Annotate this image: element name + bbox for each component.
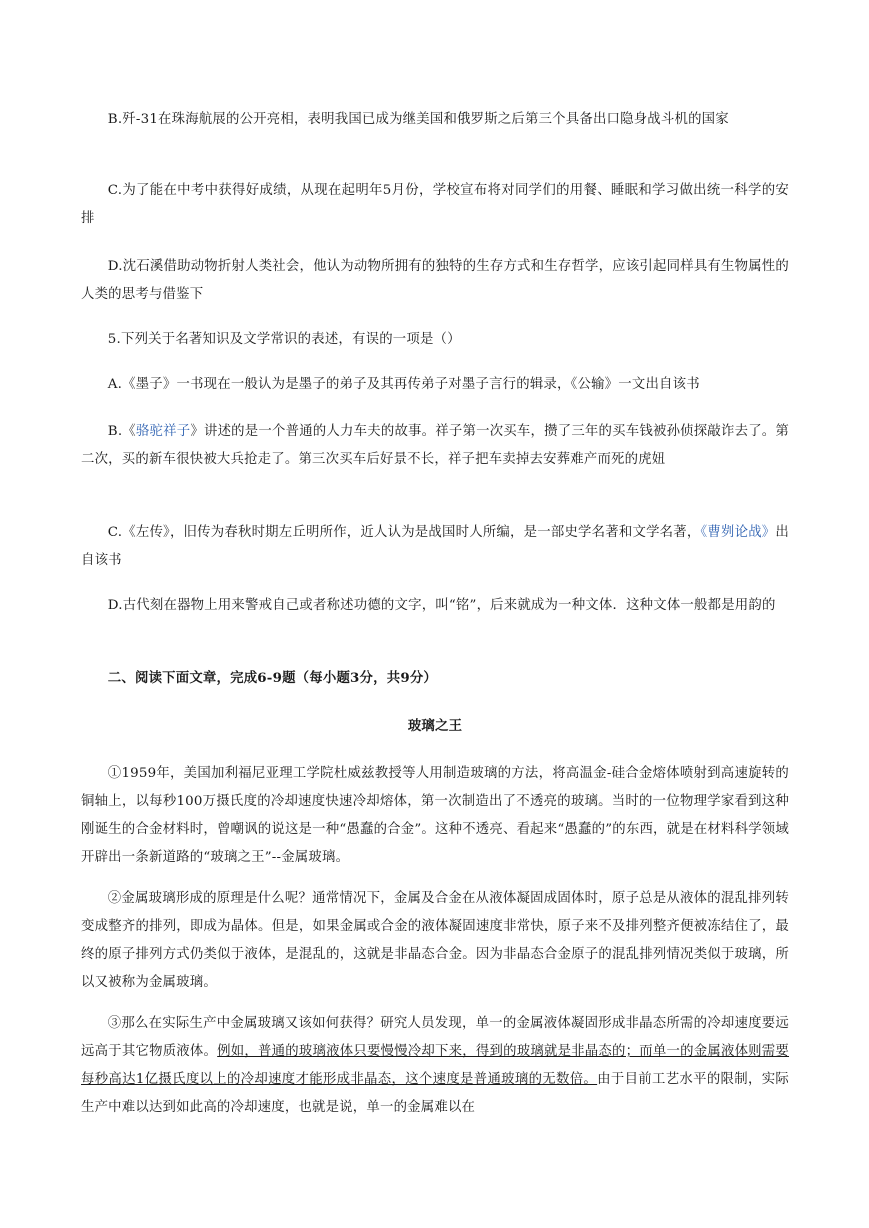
q5-option-b-prefix: B.《 (107, 424, 136, 439)
article-title: 玻璃之王 (407, 718, 463, 734)
section2-heading: 二、阅读下面文章，完成6-9题（每小题3分，共9分） (107, 670, 438, 686)
q4-option-c: C.为了能在中考中获得好成绩，从现在起明年5月份，学校宣布将对同学们的用餐、睡眠和学习做出统一科学的安排 (81, 183, 789, 226)
paragraph-3-continuation: 由于目前工艺水平的限制，实际生产中难以达到如此高的冷却速度，也就是说，单一的金属难以在 (81, 1072, 789, 1115)
paragraph-3-intro: ③那么在实际生产中金属玻璃又该如何获得？研究人员发现，单一的金属液体凝固形成非晶态所需的冷却速度要远远高于其它物质液体。 (81, 1016, 789, 1059)
article-paragraph-3 (81, 1010, 789, 1122)
q5-option-c-suffix: 出自该书 (81, 525, 789, 568)
q5-stem: 5.下列关于名著知识及文学常识的表述，有误的一项是（） (107, 332, 461, 347)
q5-option-c-text: C.《左传》，旧传为春秋时期左丘明所作，近人认为是战国时人所编，是一部史学名著和文学名著， (107, 525, 701, 540)
book-link-luotuo-xiangzi[interactable]: 骆驼祥子 (135, 424, 191, 439)
q5-option-b (81, 418, 789, 474)
paragraph-3-underlined-example: 例如，普通的玻璃液体只要慢慢冷却下来，得到的玻璃就是非晶态的；而单一的金属液体则需要每秒高达1亿摄氏度以上的冷却速度才能形成非晶态，这个速度是普通玻璃的无数倍。 (81, 1044, 790, 1087)
article-paragraph-1: ①1959年，美国加利福尼亚理工学院杜威兹教授等人用制造玻璃的方法，将高温金-硅合金熔体喷射到高速旋转的铜轴上，以每秒100万摄氏度的冷却速度快速冷却熔体，第一次制造出了不透亮的玻璃。当时的一位物理学家看到这种刚诞生的合金材料时，曾嘲讽的说这是一种“愚蠢的合金”。这种不透亮、看起来“愚蠢的”的东西，就是在材料科学领域开辟出一条新道路的“玻璃之王”--金属玻璃。 (81, 766, 789, 865)
q5-option-d: D.古代刻在器物上用来警戒自己或者称述功德的文字，叫“铭”，后来就成为一种文体．这种文体一般都是用韵的 (107, 598, 776, 613)
q5-option-a: A.《墨子》一书现在一般认为是墨子的弟子及其再传弟子对墨子言行的辑录，《公输》一文出自该书 (107, 377, 700, 392)
article-link-caogui-lunzhan[interactable]: 《曹刿论战》 (700, 525, 776, 540)
q4-option-d: D.沈石溪借助动物折射人类社会，他认为动物所拥有的独特的生存方式和生存哲学，应该引起同样具有生物属性的人类的思考与借鉴下 (81, 259, 789, 302)
q5-option-b-text: 》讲述的是一个普通的人力车夫的故事。祥子第一次买车，攒了三年的买车钱被孙侦探敲诈去了。第二次，买的新车很快被大兵抢走了。第三次买车后好景不长，祥子把车卖掉去安葬难产而死的虎妞 (81, 424, 790, 467)
article-paragraph-2: ②金属玻璃形成的原理是什么呢？通常情况下，金属及合金在从液体凝固成固体时，原子总是从液体的混乱排列转变成整齐的排列，即成为晶体。但是，如果金属或合金的液体凝固速度非常快，原子来不及排列整齐便被冻结住了，最终的原子排列方式仍类似于液体，是混乱的，这就是非晶态合金。因为非晶态合金原子的混乱排列情况类似于玻璃，所以又被称为金属玻璃。 (81, 891, 789, 990)
q4-option-b: B.歼-31在珠海航展的公开亮相，表明我国已成为继美国和俄罗斯之后第三个具备出口隐身战斗机的国家 (107, 112, 729, 127)
q5-option-c (81, 519, 789, 575)
